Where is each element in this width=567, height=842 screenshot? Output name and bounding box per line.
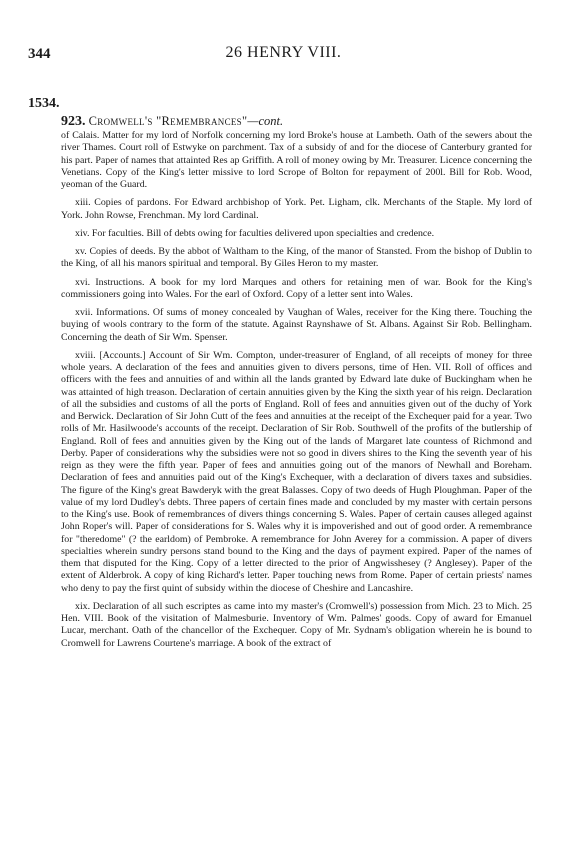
paragraph-xix: xix. Declaration of all such escriptes as came into my master's (Cromwell's) possession from Mich. 23 to Mich. 25 Hen. VIII. Book of the visitation of Malmesburie. Inventory of Wm. Palmes' goods. Copy of award for Emanuel Lucar, merchant. Oath of the chancellor of the Exchequer. Copy of Mr. Sydnam's obligation wherein he is bound to Cromwell for Lawrens Courtene's marriage. A book of the extract of (61, 600, 532, 649)
entry-heading (61, 114, 283, 130)
body-text (61, 130, 532, 656)
paragraph-xiii: xiii. Copies of pardons. For Edward archbishop of York. Pet. Ligham, clk. Merchants of the Staple. My lord of York. John Rowse, Frenchman. My lord Cardinal. (61, 197, 532, 221)
paragraph-xvi: xvi. Instructions. A book for my lord Marques and others for retaining men of war. Book for the King's commissioners going into Wales. For the earl of Oxford. Copy of a letter sent into Wales. (61, 276, 532, 300)
page-number: 344 (28, 46, 51, 62)
entry-continued: —cont. (247, 114, 284, 128)
paragraph-xv: xv. Copies of deeds. By the abbot of Waltham to the King, of the manor of Stansted. From the bishop of Dublin to the King, of all his manors spiritual and temporal. By Giles Heron to my master. (61, 246, 532, 270)
paragraph-xiv: xiv. For faculties. Bill of debts owing for faculties delivered upon specialties and credence. (75, 227, 435, 239)
paragraph-continuation: of Calais. Matter for my lord of Norfolk concerning my lord Broke's house at Lambeth. Oath of the sewers about the river Thames. Court roll of Estwyke on parchment. Tax of a subsidy of and for the diocese of Canterbury granted for his part. Paper of names that attainted Res ap Griffith. A roll of money owing by Mr. Treasurer. Licence concerning the Venetians. Copy of the King's letter missive to lord Scrope of Bolton for repayment of 200l. Bill for Rob. Wood, yeoman of the Guard. (61, 130, 532, 190)
year-marginal: 1534. (28, 96, 60, 111)
paragraph-xviii: xviii. [Accounts.] Account of Sir Wm. Compton, under-treasurer of England, of all receipts of money for three whole years. A declaration of the fees and annuities given to divers persons, time of Hen. VII. Roll of offices and officers with the fees and annuities of and within all the lands granted by Edward late duke of Buckingham when he was attainted of high treason. Declaration of certain annuities given by the King the sixth year of his reign. Declaration of all the subsidies and customs of all the ports of England. Roll of fees and annuities given out of the duchy of York and Berwick. Declaration of Sir John Cutt of the fees and annuities at the receipt of the Exchequer paid for a year. Two rolls of Mr. Hasilwoode's accounts of the receipt. Declaration of Sir Rob. Southwell of the profits of the butlership of England. Roll of fees and annuities given by the King out of the lands of Margaret late countess of Richmond and Derby. Paper of considerations why the subsidies were not so good in divers shires to the King the seventh year of his reign as they were the fifth year. Paper of fees and annuities going out of the manors of Newhall and Boreham. Declaration of fees and annuities paid out of the King's Exchequer, with a declaration of divers taxes and subsidies. The figure of the King's great Bawderyk with the great Balasses. Copy of two deeds of Hugh Ploughman. Paper of the value of my lord Dudley's debts. Three papers of certain fines made and concluded by my master with certain persons to the King's use. Book of remembrances of divers things concerning S. Wales. Paper of certain causes alleged against John Roper's will. Paper of considerations for S. Wales why it is impoverished and out of good order. A remembrance for "theredome" (? the earldom) of Pembroke. A remembrance for John Averey for a commission. A paper of divers specialties wherein sundry persons stand bound to the King and the days of payment expired. Paper of the names of them that disputed for the King. Copy of a letter directed to the prior of Angwisshesey (? Anglesey). Paper of the extent of Alderbrok. A copy of king Richard's letter. Paper touching news from Rome. Paper of certain priests' names who deny to pay the first quint of subsidy within the diocese of Cheshire and Lancashire. (61, 349, 532, 594)
entry-title: Cromwell's "Remembrances" (88, 114, 248, 128)
paragraph-xvii: xvii. Informations. Of sums of money concealed by Vaughan of Wales, receiver for the King there. Touching the buying of wools contrary to the form of the statute. Against Raynshawe of St. Albans. Against Sir Rob. Bellingham. Concerning the death of Sir Wm. Spenser. (61, 307, 532, 343)
entry-number: 923. (61, 114, 86, 129)
running-title: 26 HENRY VIII. (225, 44, 342, 61)
